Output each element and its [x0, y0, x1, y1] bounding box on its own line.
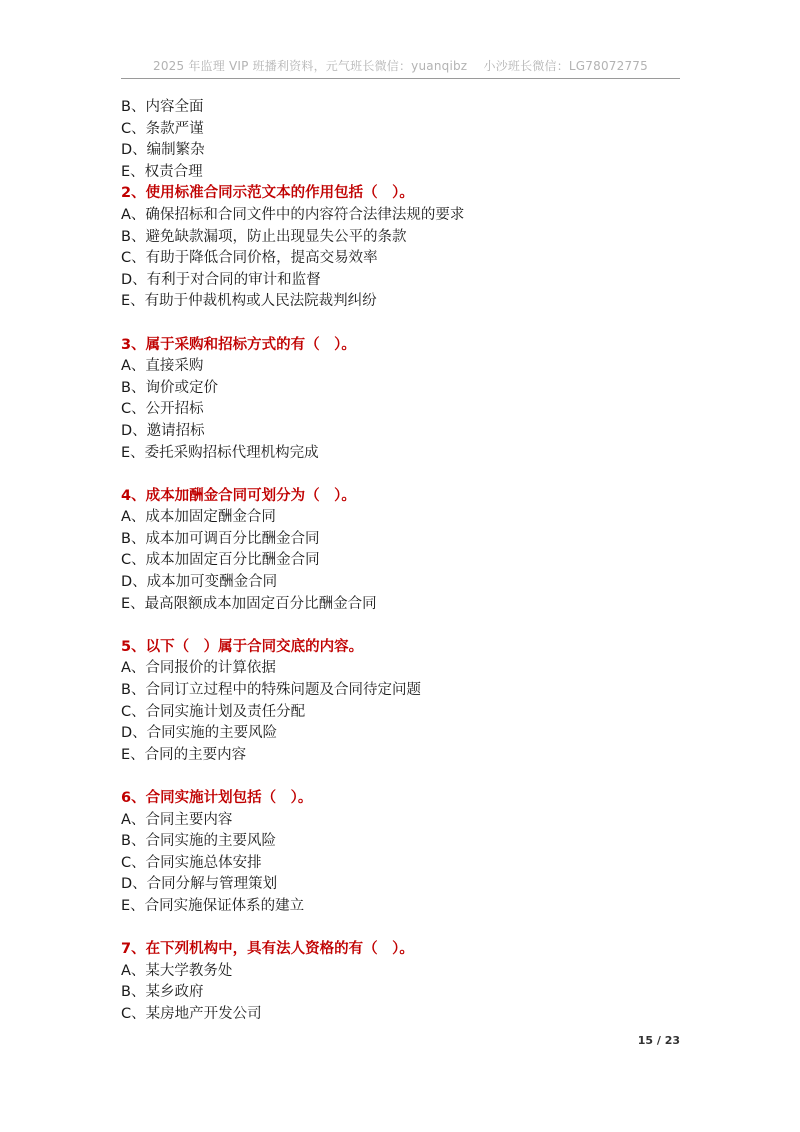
spacer [121, 918, 701, 940]
option-d: D、合同分解与管理策划 [121, 876, 278, 893]
spacer [121, 464, 701, 486]
option-c: C、成本加固定百分比酬金合同 [121, 552, 320, 569]
option-b: B、合同订立过程中的特殊问题及合同待定问题 [121, 682, 421, 699]
question-2-title: 2、使用标准合同示范文本的作用包括（ ）。 [121, 185, 414, 202]
spacer [121, 615, 701, 637]
question-2 [121, 183, 701, 313]
option-d: D、成本加可变酬金合同 [121, 574, 278, 591]
option-e: E、最高限额成本加固定百分比酬金合同 [121, 595, 377, 612]
option-a: A、合同主要内容 [121, 811, 233, 828]
option-d: D、编制繁杂 [121, 142, 205, 159]
option-c: C、合同实施计划及责任分配 [121, 703, 306, 720]
option-a: A、确保招标和合同文件中的内容符合法律法规的要求 [121, 206, 465, 223]
option-e: E、委托采购招标代理机构完成 [121, 444, 319, 461]
question-4-title: 4、成本加酬金合同可划分为（ ）。 [121, 487, 356, 504]
question-4 [121, 486, 701, 616]
option-b: B、某乡政府 [121, 984, 204, 1001]
question-5 [121, 637, 701, 767]
question-7 [121, 939, 701, 1025]
option-c: C、有助于降低合同价格，提高交易效率 [121, 250, 378, 267]
option-d: D、合同实施的主要风险 [121, 725, 278, 742]
option-c: C、条款严谨 [121, 120, 204, 137]
spacer [121, 313, 701, 335]
option-b: B、避免缺款漏项，防止出现显失公平的条款 [121, 228, 407, 245]
question-3 [121, 335, 701, 465]
option-c: C、合同实施总体安排 [121, 854, 262, 871]
page-header-watermark: 2025 年监理 VIP 班播利资料，元气班长微信：yuanqibz 小沙班长微信：LG78072775 [153, 59, 648, 73]
question-7-title: 7、在下列机构中，具有法人资格的有（ ）。 [121, 941, 414, 958]
option-a: A、成本加固定酬金合同 [121, 509, 276, 526]
option-e: E、权责合理 [121, 163, 203, 180]
question-6 [121, 788, 701, 918]
question-1-tail [121, 97, 701, 183]
option-a: A、某大学教务处 [121, 962, 233, 979]
question-5-title: 5、以下（ ）属于合同交底的内容。 [121, 638, 364, 655]
option-e: E、合同的主要内容 [121, 746, 247, 763]
header-divider [121, 78, 680, 79]
spacer [121, 766, 701, 788]
option-c: C、某房地产开发公司 [121, 1005, 262, 1022]
option-b: B、询价或定价 [121, 379, 218, 396]
option-a: A、合同报价的计算依据 [121, 660, 276, 677]
option-b: B、合同实施的主要风险 [121, 833, 276, 850]
document-body [121, 97, 701, 1026]
page-number: 15 / 23 [637, 1034, 680, 1047]
question-3-title: 3、属于采购和招标方式的有（ ）。 [121, 336, 356, 353]
option-a: A、直接采购 [121, 358, 204, 375]
option-c: C、公开招标 [121, 401, 204, 418]
option-d: D、有利于对合同的审计和监督 [121, 271, 321, 288]
option-b: B、成本加可调百分比酬金合同 [121, 530, 320, 547]
option-e: E、合同实施保证体系的建立 [121, 897, 305, 914]
option-b: B、内容全面 [121, 99, 204, 115]
question-6-title: 6、合同实施计划包括（ ）。 [121, 790, 313, 806]
option-d: D、邀请招标 [121, 422, 205, 439]
option-e: E、有助于仲裁机构或人民法院裁判纠纷 [121, 293, 377, 310]
